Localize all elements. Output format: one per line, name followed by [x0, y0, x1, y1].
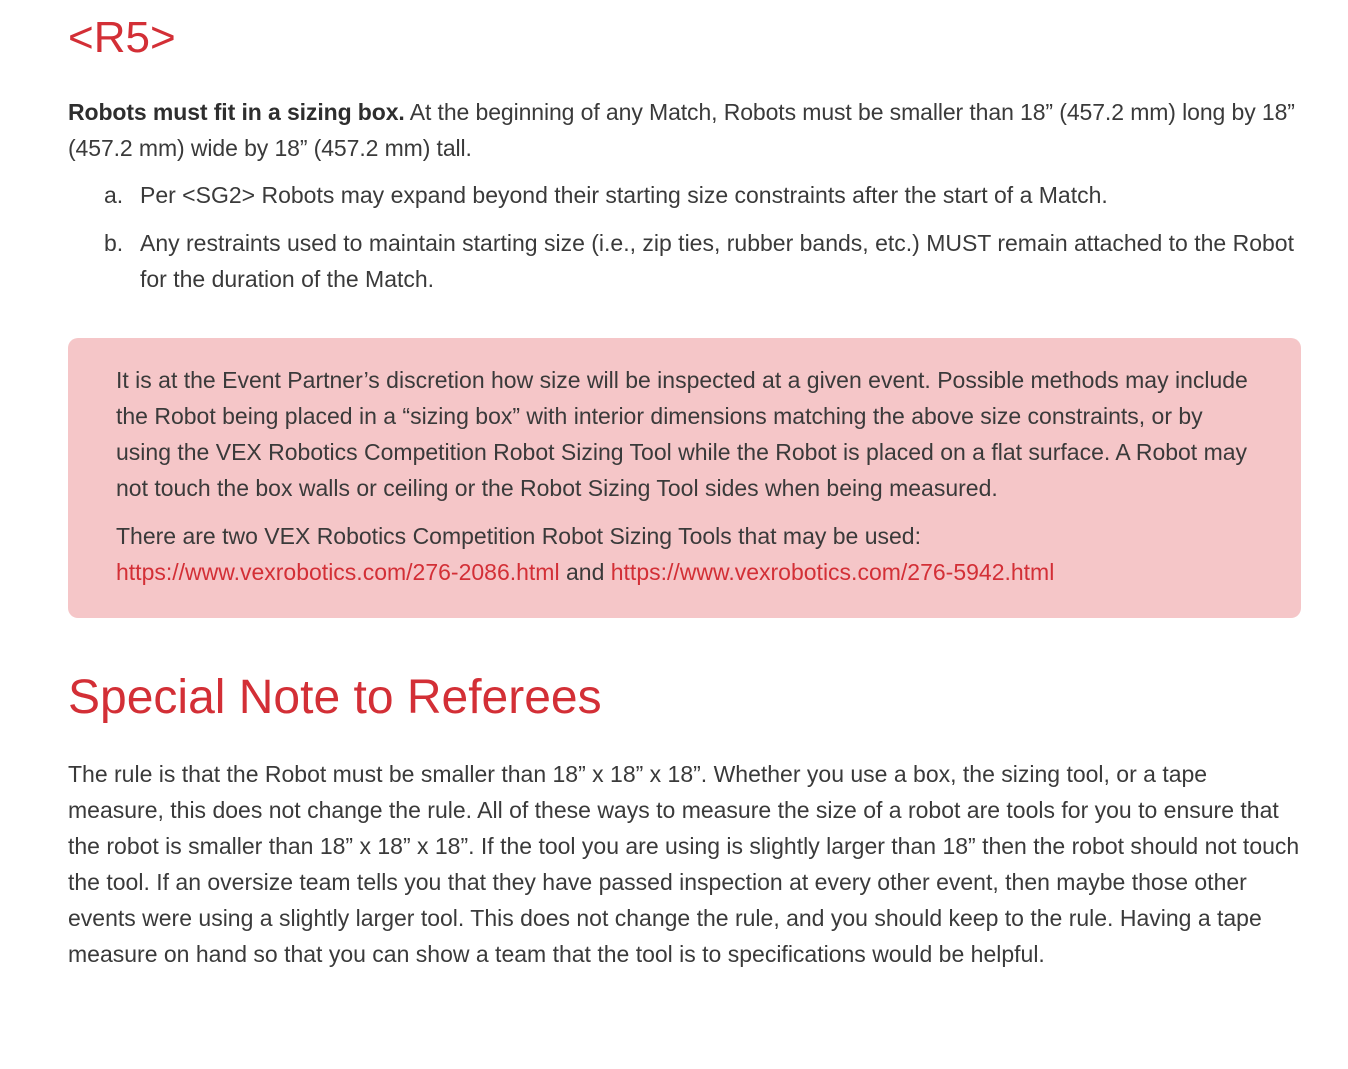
list-marker: a.	[104, 182, 124, 208]
list-item-text: Per <SG2> Robots may expand beyond their starting size constraints after the start of a Match.	[140, 182, 1108, 208]
rule-sub-list	[68, 177, 1300, 297]
referee-section-title: Special Note to Referees	[68, 671, 602, 724]
list-item-text: Any restraints used to maintain starting size (i.e., zip ties, rubber bands, etc.) MUST remain attached to the Robot for the duration of the Match.	[140, 230, 1294, 292]
rule-lead-bold: Robots must fit in a sizing box.	[68, 99, 405, 125]
rule-lead-text: At the beginning of any Match, Robots must be smaller than 18” (457.2 mm) long by 18” (457.2 mm) wide by 18” (457.2 mm) tall.	[68, 99, 1295, 161]
note-links-joiner: and	[559, 559, 611, 585]
list-marker: b.	[104, 230, 124, 256]
note-box	[68, 338, 1301, 618]
note-paragraph-links	[116, 518, 1253, 590]
note-links-prefix: There are two VEX Robotics Competition Robot Sizing Tools that may be used:	[116, 523, 921, 549]
note-paragraph: It is at the Event Partner’s discretion how size will be inspected at a given event. Possible methods may include the Robot being placed in a “sizing box” with interior dimensions matching the above size constraints, or by using the VEX Robotics Competition Robot Sizing Tool while the Robot is placed on a flat surface. A Robot may not touch the box walls or ceiling or the Robot Sizing Tool sides when being measured.	[116, 367, 1248, 501]
rule-statement	[68, 94, 1300, 166]
rule-title: <R5>	[68, 13, 176, 62]
list-item	[104, 177, 1300, 213]
sizing-tool-link-1[interactable]: https://www.vexrobotics.com/276-2086.html	[116, 559, 560, 585]
sizing-tool-link-2[interactable]: https://www.vexrobotics.com/276-5942.html	[610, 559, 1055, 585]
list-item	[104, 225, 1300, 297]
referee-section-body: The rule is that the Robot must be smaller than 18” x 18” x 18”. Whether you use a box, the sizing tool, or a tape measure, this does not change the rule. All of these ways to measure the size of a robot are tools for you to ensure that the robot is smaller than 18” x 18” x 18”. If the tool you are using is slightly larger than 18” then the robot should not touch the tool. If an oversize team tells you that they have passed inspection at every other event, then maybe those other events were using a slightly larger tool. This does not change the rule, and you should keep to the rule. Having a tape measure on hand so that you can show a team that the tool is to specifications would be helpful.	[68, 761, 1300, 967]
